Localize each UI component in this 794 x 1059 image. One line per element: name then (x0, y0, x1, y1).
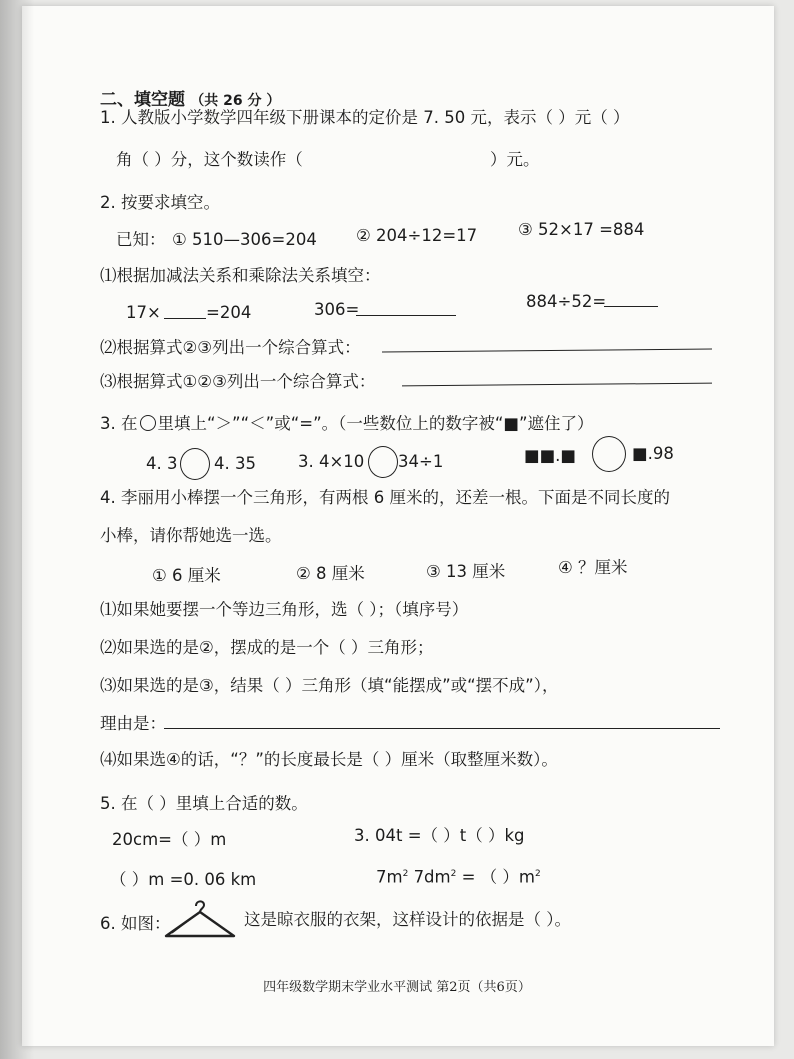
q5-d-mid: 7dm (413, 867, 451, 887)
q3-title-row (100, 414, 594, 434)
q6-label: 6. 如图： (100, 914, 171, 933)
section-title: 二、填空题 (100, 90, 185, 110)
q3-c1-right: 4. 35 (214, 454, 256, 473)
q4-s4: ⑷如果选④的话，“？”的长度最长是（ ）厘米（取整厘米数）。 (100, 750, 558, 769)
q4-s3b: 理由是： (100, 714, 166, 733)
q4-s3: ⑶如果选的是③，结果（ ）三角形（填“能摆成”或“摆不成”）， (100, 676, 559, 695)
q2-known-label: 已知： (116, 230, 166, 249)
q4-reason-answer-line[interactable] (164, 728, 720, 729)
q4-opt4: ④ ？厘米 (558, 558, 628, 577)
section-score: （共 26 分 ） (190, 93, 281, 109)
q3-c2-left: 3. 4×10 (298, 452, 365, 471)
q4-opt3: ③ 13 厘米 (426, 562, 506, 581)
q3-c3-left: ■■.■ (524, 446, 577, 465)
q2-sub1-title: ⑴根据加减法关系和乘除法关系填空： (100, 266, 381, 285)
q4-opt2: ② 8 厘米 (296, 564, 365, 583)
q2-blank-a-right: =204 (206, 303, 252, 322)
q4-s2: ⑵如果选的是②，摆成的是一个（ ）三角形； (100, 638, 434, 657)
q3-compare-circle-2[interactable] (368, 446, 398, 478)
page-footer: 四年级数学期末学业水平测试 第2页（共6页） (263, 980, 531, 995)
q5-c: （ ）m =0. 06 km (110, 870, 257, 889)
page-edge-shadow (0, 0, 34, 1059)
q3-title-rest: 里填上“＞”“＜”或“=”。（一些数位上的数字被“■”遮住了） (157, 414, 594, 433)
q4-opt1: ① 6 厘米 (152, 566, 221, 585)
q2-blank-c[interactable] (604, 306, 658, 307)
q2-sub3: ⑶根据算式①②③列出一个综合算式： (100, 372, 376, 391)
q5-a: 20cm=（ ）m (112, 830, 227, 849)
q4-line2: 小棒，请你帮她选一选。 (100, 526, 282, 545)
q2-eq3: ③ 52×17 =884 (518, 220, 645, 239)
q5-d-left: 7m (376, 867, 403, 887)
q5-d-right: = （ ）m (456, 867, 535, 887)
q2-blank-c-left: 884÷52= (526, 292, 607, 311)
q3-c2-right: 34÷1 (398, 452, 444, 471)
q2-blank-a-left: 17× (126, 303, 161, 322)
circle-icon (140, 415, 156, 431)
q2-eq1: ① 510—306=204 (172, 230, 317, 249)
clothes-hanger-icon (162, 898, 238, 942)
q1-line1: 1. 人教版小学数学四年级下册课本的定价是 7. 50 元，表示（ ）元（ ） (100, 108, 630, 127)
q5-d: $7m^2$ $7dm^2$ = （ ）$m^2$ (376, 867, 541, 887)
q2-blank-b[interactable] (356, 315, 456, 316)
q3-title: 3. 在 (100, 414, 138, 433)
q3-c1-left: 4. 3 (146, 454, 178, 473)
q2-blank-a[interactable] (164, 318, 206, 319)
q3-compare-circle-1[interactable] (180, 448, 210, 480)
q2-eq2: ② 204÷12=17 (356, 226, 478, 245)
q1-line2b: ）元。 (490, 150, 540, 169)
q5-b: 3. 04t =（ ）t（ ）kg (354, 826, 525, 845)
q2-title: 2. 按要求填空。 (100, 193, 220, 212)
q2-sub2: ⑵根据算式②③列出一个综合算式： (100, 338, 361, 357)
q2-blank-b-left: 306= (314, 300, 360, 319)
q1-line2a: 角（ ）分，这个数读作（ (116, 150, 303, 169)
q3-c3-right: ■.98 (632, 444, 674, 463)
q4-s1: ⑴如果她要摆一个等边三角形，选（ ）；（填序号） (100, 600, 469, 619)
q3-compare-circle-3[interactable] (592, 436, 626, 472)
q5-title: 5. 在（ ）里填上合适的数。 (100, 794, 308, 813)
q6-text: 这是晾衣服的衣架，这样设计的依据是（ ）。 (244, 910, 571, 929)
q4-line1: 4. 李丽用小棒摆一个三角形，有两根 6 厘米的，还差一根。下面是不同长度的 (100, 488, 670, 507)
